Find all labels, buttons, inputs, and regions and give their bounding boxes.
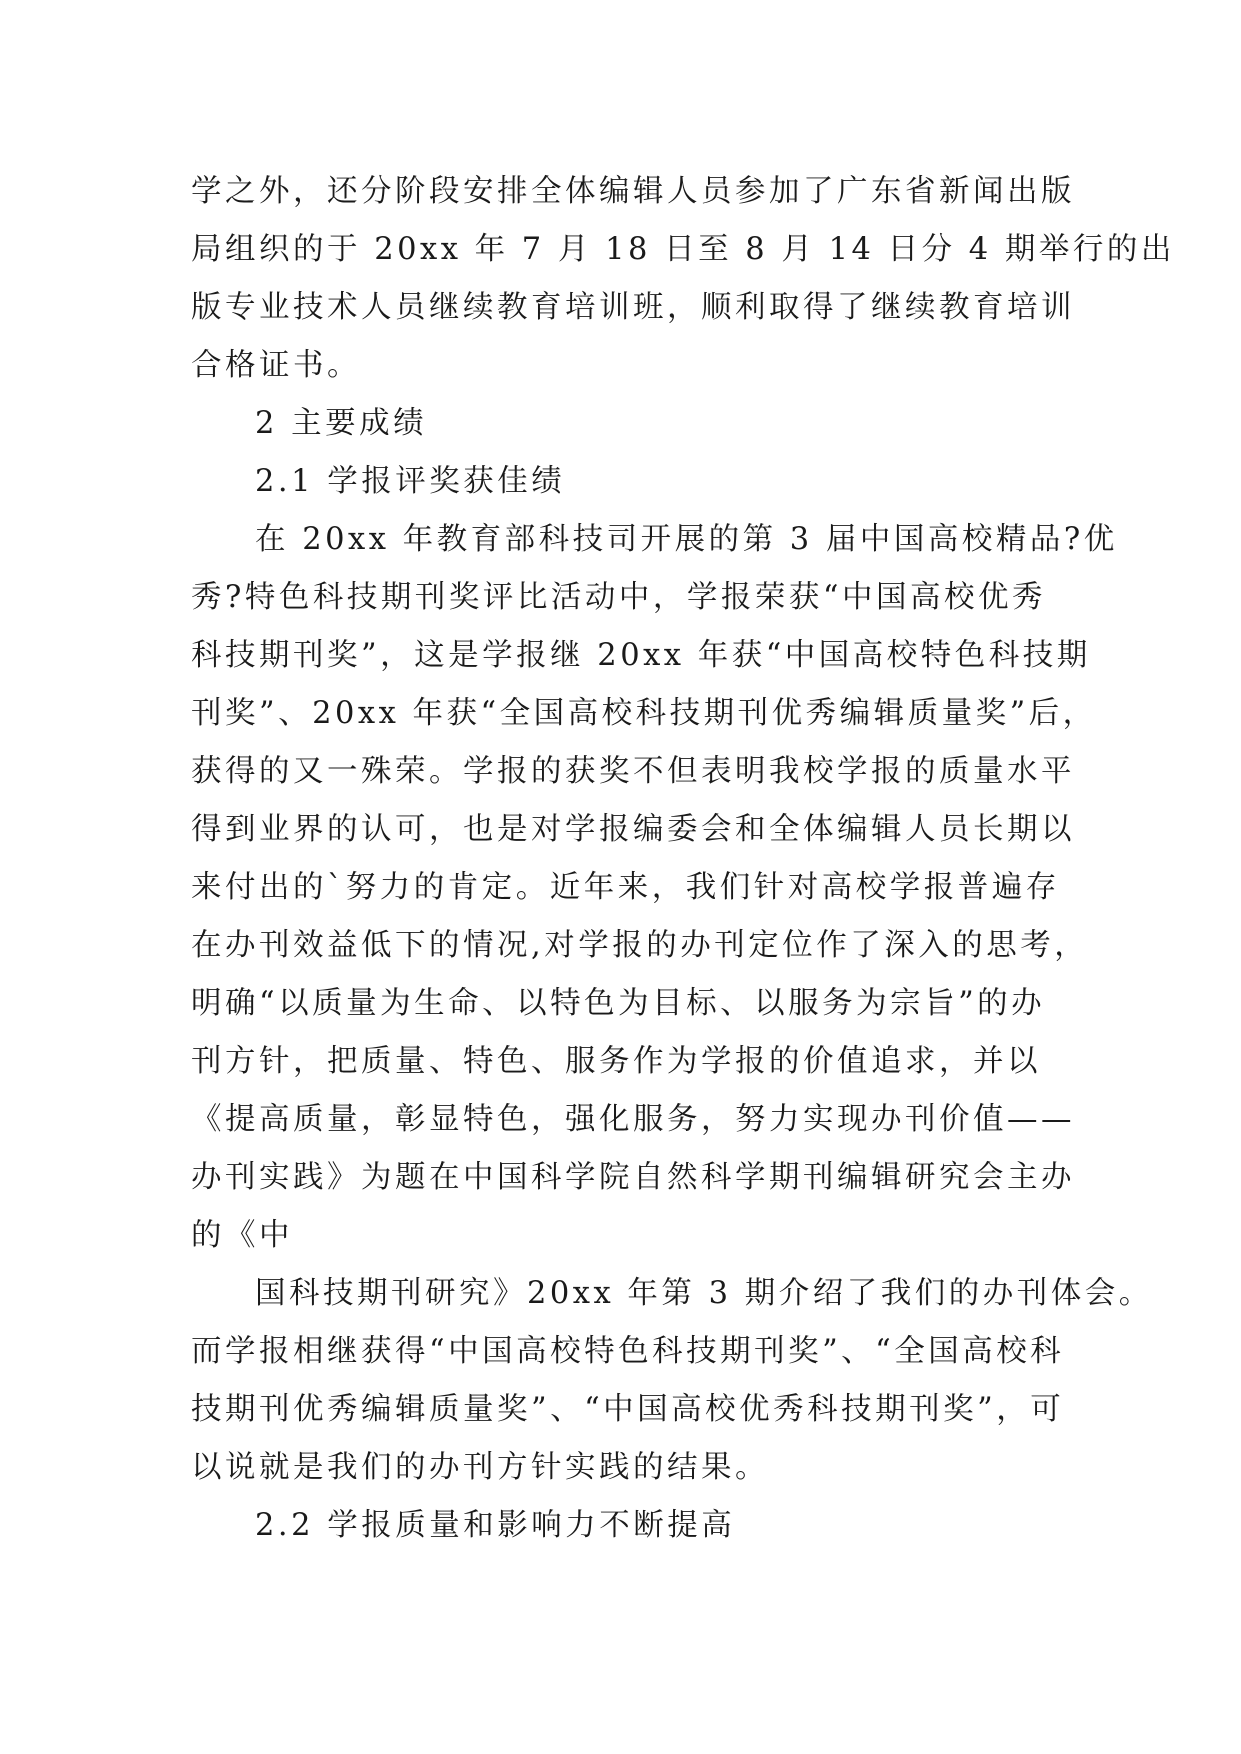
text-line: 《提高质量，彰显特色，强化服务，努力实现办刊价值——: [191, 1102, 1075, 1137]
text-line: 得到业界的认可，也是对学报编委会和全体编辑人员长期以: [191, 812, 1075, 847]
text-line: 获得的又一殊荣。学报的获奖不但表明我校学报的质量水平: [191, 754, 1075, 789]
text-line: 科技期刊奖”，这是学报继 20xx 年获“中国高校特色科技期: [191, 638, 1091, 673]
text-line: 学之外，还分阶段安排全体编辑人员参加了广东省新闻出版: [191, 174, 1075, 209]
text-line: 2 主要成绩: [255, 406, 428, 441]
text-line: 以说就是我们的办刊方针实践的结果。: [191, 1450, 769, 1485]
text-line: 办刊实践》为题在中国科学院自然科学期刊编辑研究会主办: [191, 1160, 1075, 1195]
text-line: 局组织的于 20xx 年 7 月 18 日至 8 月 14 日分 4 期举行的出: [191, 232, 1175, 267]
text-line: 刊奖”、20xx 年获“全国高校科技期刊优秀编辑质量奖”后，: [191, 696, 1097, 731]
document-body: [191, 163, 1175, 1555]
text-line: 而学报相继获得“中国高校特色科技期刊奖”、“全国高校科: [191, 1334, 1065, 1369]
text-line: 2.1 学报评奖获佳绩: [255, 464, 566, 499]
text-line: 刊方针，把质量、特色、服务作为学报的价值追求，并以: [191, 1044, 1041, 1079]
text-line: 国科技期刊研究》20xx 年第 3 期介绍了我们的办刊体会。: [255, 1276, 1153, 1311]
text-line: 在办刊效益低下的情况,对学报的办刊定位作了深入的思考，: [191, 928, 1089, 963]
text-line: 合格证书。: [191, 348, 361, 383]
text-line: 在 20xx 年教育部科技司开展的第 3 届中国高校精品?优: [255, 522, 1118, 557]
text-line: 2.2 学报质量和影响力不断提高: [255, 1508, 736, 1543]
text-line: 版专业技术人员继续教育培训班，顺利取得了继续教育培训: [191, 290, 1075, 325]
text-line: 秀?特色科技期刊奖评比活动中，学报荣获“中国高校优秀: [191, 580, 1046, 615]
text-line: 来付出的`努力的肯定。近年来，我们针对高校学报普遍存: [191, 870, 1060, 905]
text-line: 明确“以质量为生命、以特色为目标、以服务为宗旨”的办: [191, 986, 1046, 1021]
text-line: 技期刊优秀编辑质量奖”、“中国高校优秀科技期刊奖”，可: [191, 1392, 1065, 1427]
text-line: 的《中: [191, 1218, 293, 1253]
